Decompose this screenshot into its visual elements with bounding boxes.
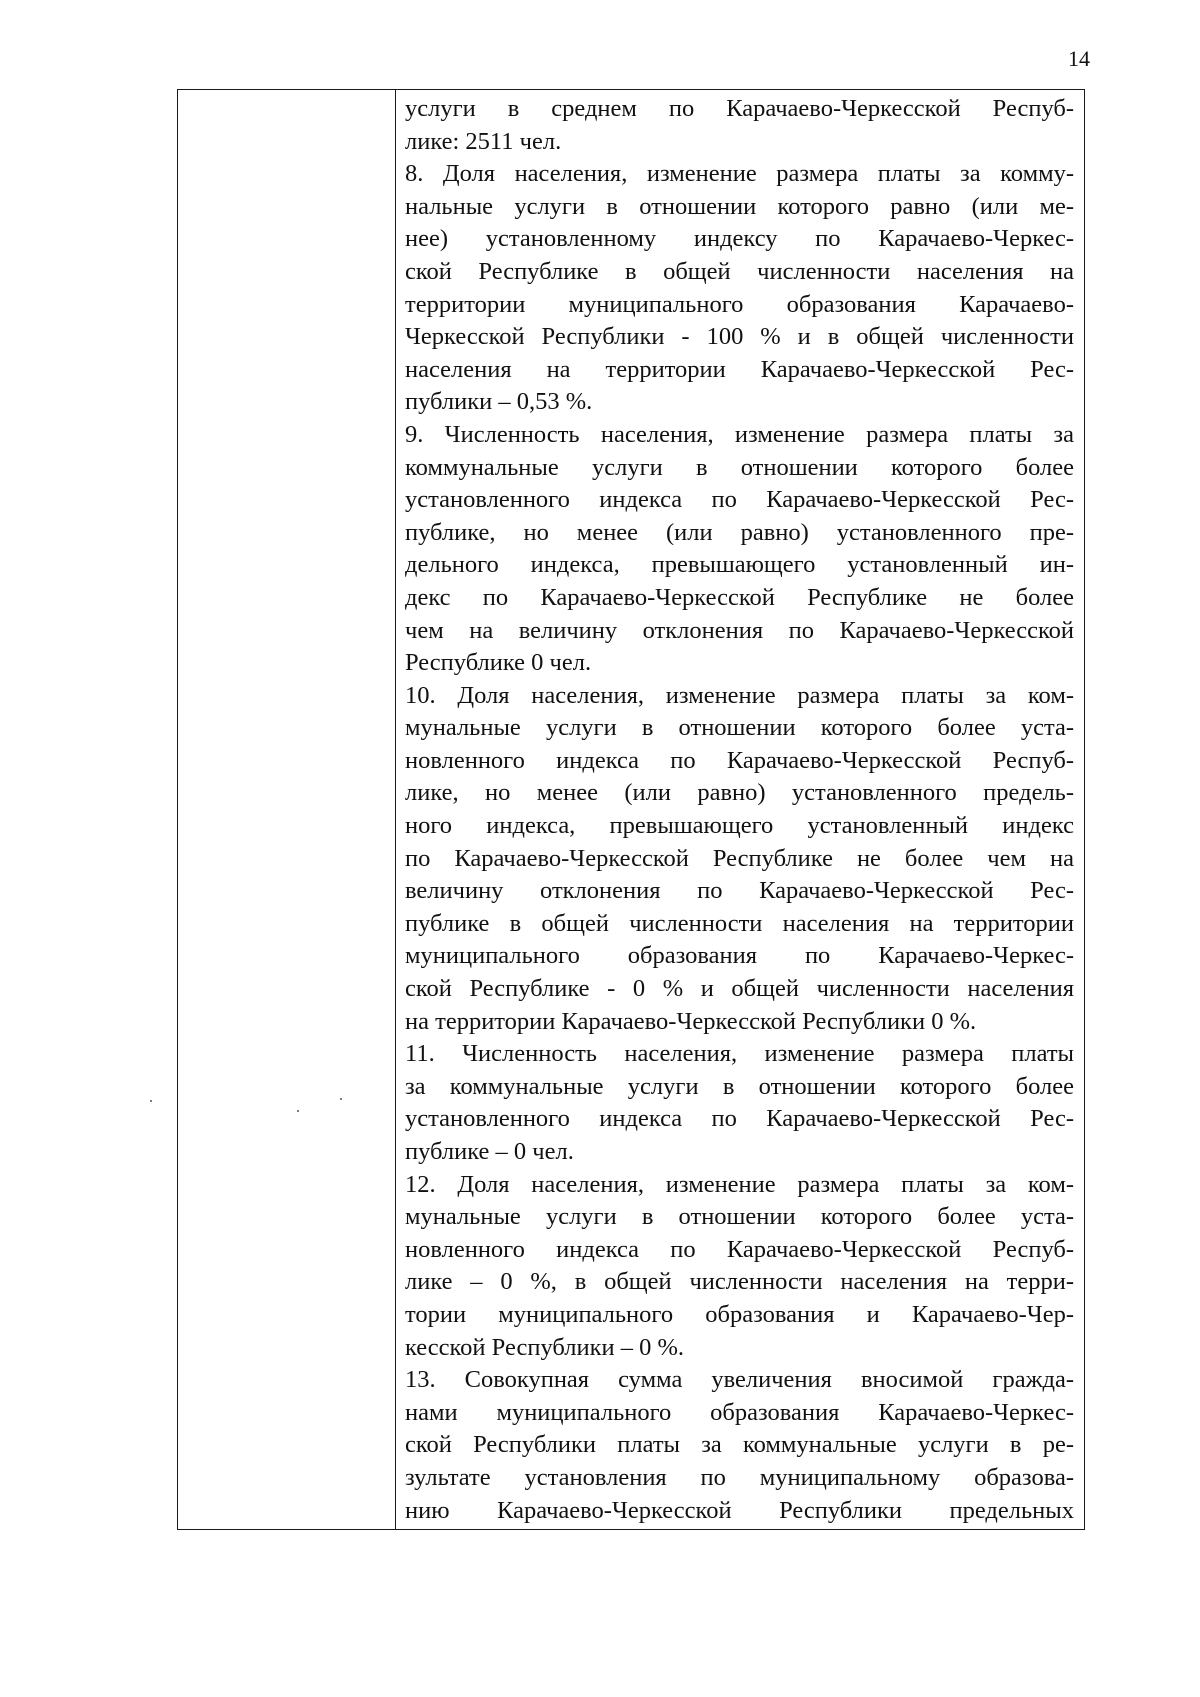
text-line: публике в общей численности населения на территории xyxy=(405,909,1074,937)
text-line: 9. Численность населения, изменение размера платы за xyxy=(405,420,1074,448)
page-number: 14 xyxy=(1068,46,1090,71)
paragraph-item-8 xyxy=(405,158,1074,419)
table-right-cell xyxy=(396,90,1084,1529)
text-line: лике: 2511 чел. xyxy=(405,127,562,155)
text-line: публике – 0 чел. xyxy=(405,1138,574,1165)
text-line: ской Республике - 0 % и общей численности населения xyxy=(405,975,1074,1003)
text-line: кесской Республики – 0 %. xyxy=(405,1333,684,1361)
text-line: ного индекса, превышающего установленный индекс xyxy=(405,812,1074,840)
text-line: территории муниципального образования Карачаево- xyxy=(405,290,1074,318)
text-line: по Карачаево-Черкесской Республике не более чем на xyxy=(405,844,1074,872)
text-line: услуги в среднем по Карачаево-Черкесской Респуб- xyxy=(405,95,1074,122)
text-line: установленного индекса по Карачаево-Черкесской Рес- xyxy=(405,1105,1074,1133)
text-line: нами муниципального образования Карачаево-Черкес- xyxy=(405,1398,1074,1426)
paragraph-item-11 xyxy=(405,1038,1074,1168)
text-line: ской Республики платы за коммунальные услуги в ре- xyxy=(405,1431,1074,1459)
text-line: нию Карачаево-Черкесской Республики предельных xyxy=(405,1496,1074,1524)
scan-speck xyxy=(150,1100,152,1102)
text-line: Черкесской Республики - 100 % и в общей численности xyxy=(405,323,1074,351)
text-line: дельного индекса, превышающего установленный ин- xyxy=(405,551,1074,579)
scan-speck xyxy=(297,1110,299,1112)
table-left-cell xyxy=(178,90,396,1529)
paragraph-item-10 xyxy=(405,680,1074,1039)
text-line: лике, но менее (или равно) установленного предель- xyxy=(405,779,1074,807)
text-line: публики – 0,53 %. xyxy=(405,388,593,416)
text-line: 10. Доля населения, изменение размера платы за ком- xyxy=(405,681,1074,709)
document-table xyxy=(177,89,1085,1530)
text-line: тории муниципального образования и Карачаево-Чер- xyxy=(405,1300,1074,1328)
text-line: чем на величину отклонения по Карачаево-Черкесской xyxy=(405,616,1074,644)
paragraph-continuation xyxy=(405,93,1074,158)
text-line: мунальные услуги в отношении которого более уста- xyxy=(405,1203,1074,1231)
text-line: лике – 0 %, в общей численности населения на терри- xyxy=(405,1268,1074,1296)
text-line: 13. Совокупная сумма увеличения вносимой гражда- xyxy=(405,1366,1074,1394)
text-line: зультате установления по муниципальному образова- xyxy=(405,1463,1074,1491)
text-line: установленного индекса по Карачаево-Черкесской Рес- xyxy=(405,486,1074,514)
paragraph-item-12 xyxy=(405,1169,1074,1365)
text-line: декс по Карачаево-Черкесской Республике не более xyxy=(405,583,1074,611)
text-line: коммунальные услуги в отношении которого более xyxy=(405,453,1074,481)
paragraph-item-13 xyxy=(405,1364,1074,1527)
text-line: 8. Доля населения, изменение размера платы за комму- xyxy=(405,160,1074,188)
text-line: Республике 0 чел. xyxy=(405,649,592,677)
text-line: муниципального образования по Карачаево-Черкес- xyxy=(405,942,1074,970)
text-line: ской Республике в общей численности населения на xyxy=(405,257,1074,285)
paragraph-item-9 xyxy=(405,419,1074,680)
scan-speck xyxy=(340,1098,342,1100)
text-line: новленного индекса по Карачаево-Черкесской Респуб- xyxy=(405,1235,1074,1263)
text-line: нее) установленному индексу по Карачаево-Черкес- xyxy=(405,225,1074,253)
text-line: новленного индекса по Карачаево-Черкесской Респуб- xyxy=(405,746,1074,774)
text-line: величину отклонения по Карачаево-Черкесской Рес- xyxy=(405,877,1074,905)
text-line: 11. Численность населения, изменение размера платы xyxy=(405,1040,1074,1068)
text-line: нальные услуги в отношении которого равно (или ме- xyxy=(405,192,1074,220)
text-line: мунальные услуги в отношении которого более уста- xyxy=(405,714,1074,742)
text-line: 12. Доля населения, изменение размера платы за ком- xyxy=(405,1170,1074,1198)
text-line: населения на территории Карачаево-Черкесской Рес- xyxy=(405,355,1074,383)
text-line: публике, но менее (или равно) установленного пре- xyxy=(405,518,1074,546)
text-line: за коммунальные услуги в отношении которого более xyxy=(405,1072,1074,1100)
text-line: на территории Карачаево-Черкесской Республики 0 %. xyxy=(405,1007,977,1035)
